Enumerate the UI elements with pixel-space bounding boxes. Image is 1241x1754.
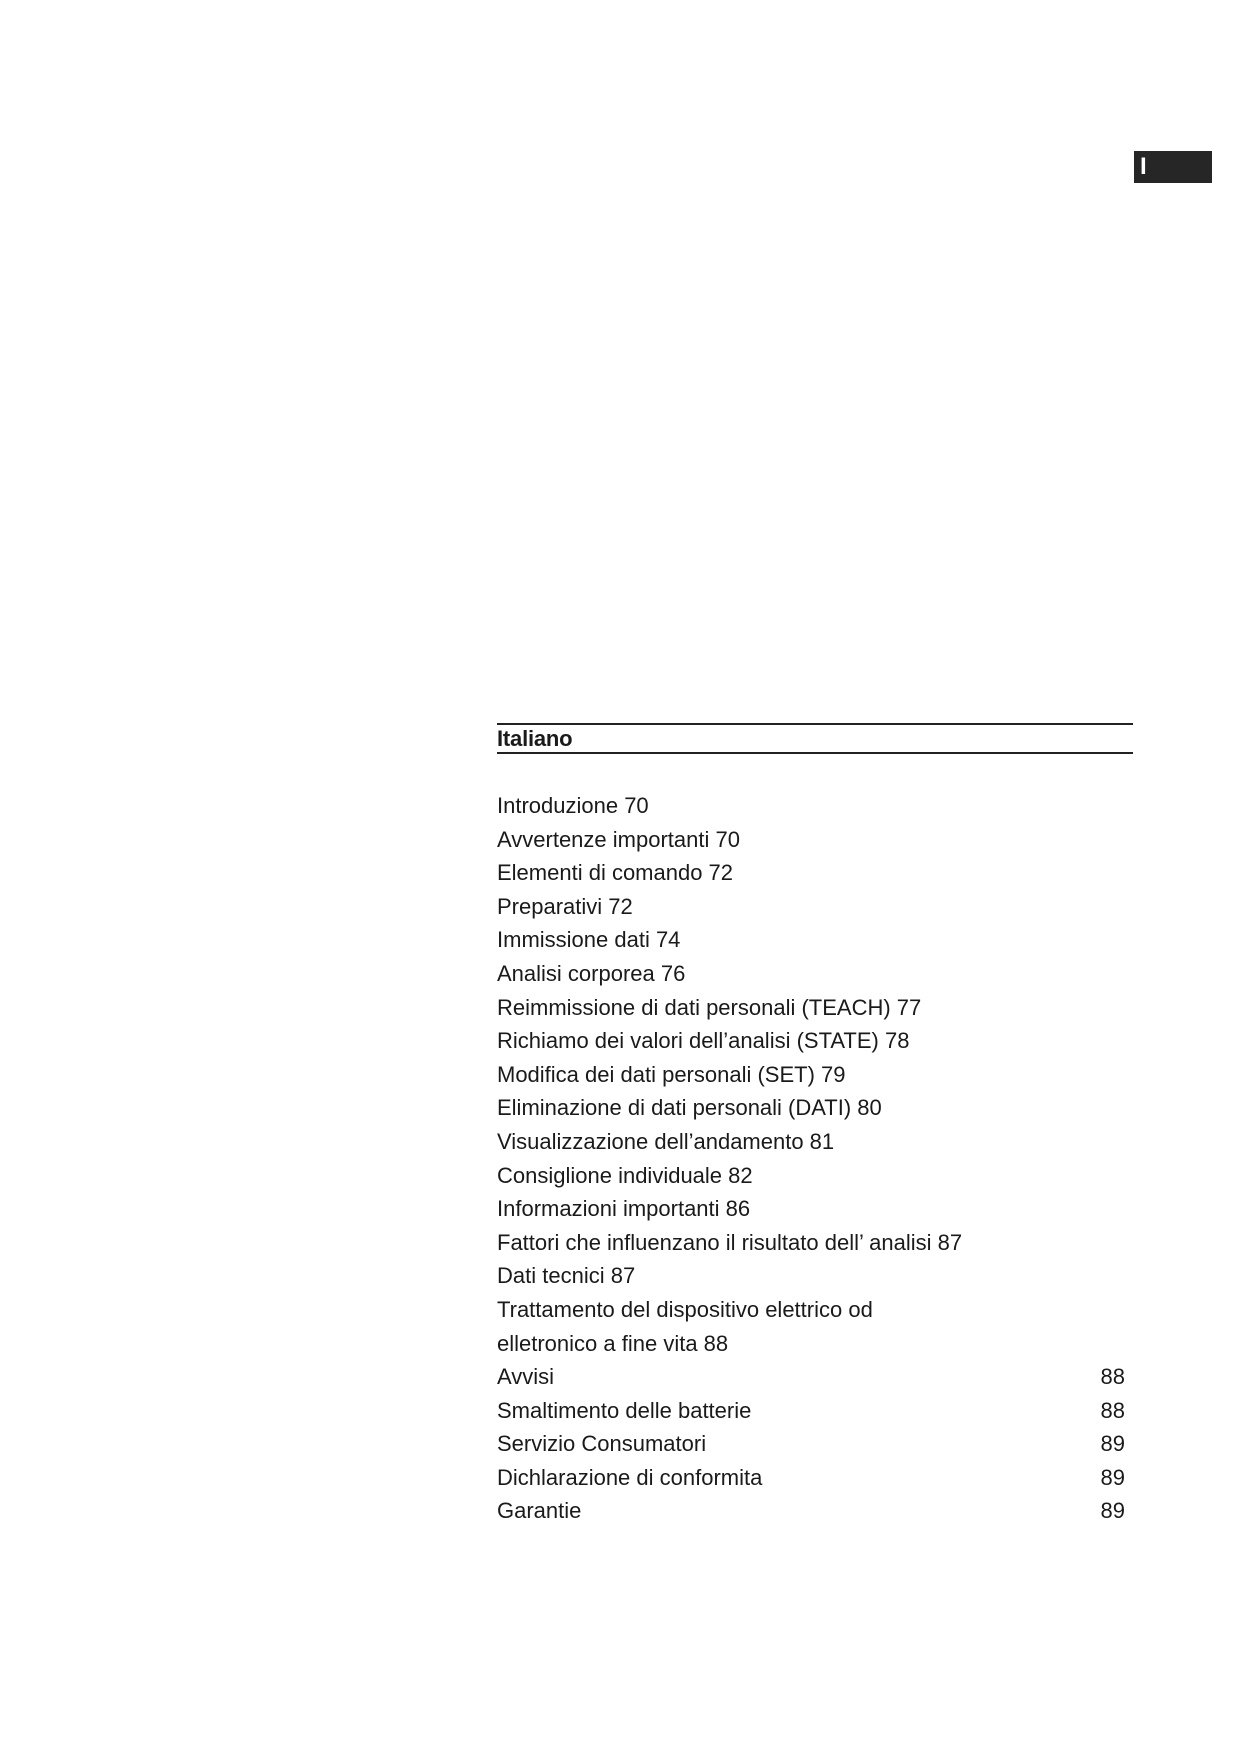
toc-entry bbox=[497, 1327, 1125, 1361]
toc-entry bbox=[497, 1091, 1125, 1125]
toc-header bbox=[497, 723, 1133, 754]
toc-title: Italiano bbox=[497, 726, 573, 751]
toc-entry-label: Informazioni importanti 86 bbox=[497, 1196, 751, 1222]
toc-entry-label: Elementi di comando 72 bbox=[497, 860, 734, 886]
toc-entry bbox=[497, 1461, 1125, 1495]
toc-entry bbox=[497, 991, 1125, 1025]
toc-entry bbox=[497, 1024, 1125, 1058]
toc-entry bbox=[497, 1427, 1125, 1461]
toc-entry-label: Consiglione individuale 82 bbox=[497, 1162, 753, 1188]
toc-entry-label: Immissione dati 74 bbox=[497, 927, 681, 953]
toc-entry bbox=[497, 1259, 1125, 1293]
toc-entry-label: Dati tecnici 87 bbox=[497, 1263, 636, 1289]
toc-entry-page-number: 89 bbox=[1100, 1464, 1125, 1490]
toc-entry-label: Dichlarazione di conformita bbox=[497, 1464, 763, 1490]
toc-entry bbox=[497, 923, 1125, 957]
toc-entry-label: Introduzione 70 bbox=[497, 793, 649, 818]
toc-entry-label: Trattamento del dispositivo elettrico od bbox=[497, 1296, 873, 1322]
toc-entry-label: Servizio Consumatori bbox=[497, 1431, 707, 1457]
toc-entry bbox=[497, 1192, 1125, 1226]
toc-entry-label: Avvisi bbox=[497, 1364, 555, 1390]
toc-entry-page-number: 89 bbox=[1100, 1431, 1125, 1457]
language-tab-letter: I bbox=[1140, 153, 1147, 180]
toc-entry-label: Garantie bbox=[497, 1498, 582, 1524]
toc-entry-label: Preparativi 72 bbox=[497, 893, 633, 919]
toc-entry bbox=[497, 1494, 1125, 1528]
toc-list bbox=[497, 789, 1125, 1528]
toc-entry bbox=[497, 957, 1125, 991]
toc-entry-page-number: 89 bbox=[1100, 1498, 1125, 1524]
toc-entry-label: Avvertenze importanti 70 bbox=[497, 826, 740, 852]
toc-entry bbox=[497, 1159, 1125, 1193]
toc-entry bbox=[497, 856, 1125, 890]
toc-entry-label: Reimmissione di dati personali (TEACH) 77 bbox=[497, 994, 922, 1020]
toc-entry bbox=[497, 1293, 1125, 1327]
toc-entry bbox=[497, 1226, 1125, 1260]
language-tab bbox=[1134, 151, 1212, 183]
toc-entry-label: Modifica dei dati personali (SET) 79 bbox=[497, 1061, 846, 1087]
toc-entry-label: Smaltimento delle batterie bbox=[497, 1397, 752, 1423]
toc-entry-label: Richiamo dei valori dell’analisi (STATE) 78 bbox=[497, 1028, 910, 1054]
toc-entry-label: elletronico a fine vita 88 bbox=[497, 1330, 729, 1356]
toc-entry-page-number: 88 bbox=[1100, 1397, 1125, 1423]
toc-entry bbox=[497, 890, 1125, 924]
toc-entry-label: Eliminazione di dati personali (DATI) 80 bbox=[497, 1095, 882, 1121]
toc-entry bbox=[497, 1360, 1125, 1394]
toc-entry bbox=[497, 1394, 1125, 1428]
toc-entry-label: Analisi corporea 76 bbox=[497, 960, 686, 986]
toc-entry-label: Visualizzazione dell’andamento 81 bbox=[497, 1128, 835, 1154]
table-of-contents bbox=[497, 723, 1133, 1524]
toc-entry bbox=[497, 789, 1125, 823]
toc-entry-page-number: 88 bbox=[1100, 1364, 1125, 1390]
toc-entry-label: Fattori che influenzano il risultato dell’ analisi 87 bbox=[497, 1229, 963, 1255]
toc-entry bbox=[497, 823, 1125, 857]
toc-entry bbox=[497, 1125, 1125, 1159]
toc-entry bbox=[497, 1058, 1125, 1092]
